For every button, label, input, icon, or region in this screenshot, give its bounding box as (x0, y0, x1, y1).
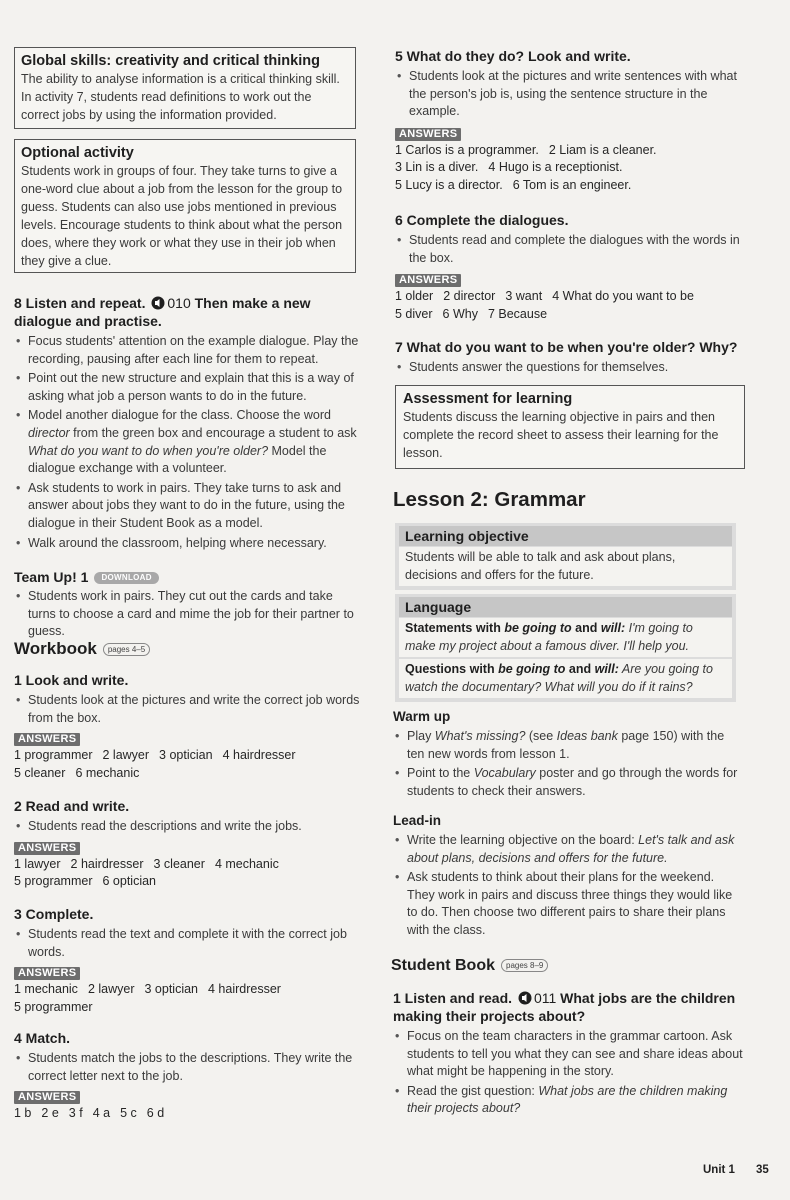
language-title: Language (399, 597, 732, 617)
list-item: • Walk around the classroom, helping where necessary. (14, 535, 364, 553)
pages-badge: pages 4–5 (103, 643, 150, 656)
wb-activity-6 (395, 211, 747, 323)
wb-activity-3 (14, 905, 364, 1016)
wb-activity-7 (395, 338, 747, 379)
list-item: • Point to the Vocabulary poster and go through the words for students to check their answers. (393, 765, 745, 800)
answers-badge: ANSWERS (14, 842, 80, 855)
answers-line: 5 diver 6 Why 7 Because (395, 306, 548, 321)
list-item: • Students look at the pictures and write sentences with what the person's job is, using the sentence structure in the example. (395, 68, 747, 121)
wb3-heading: 3 Complete. (14, 906, 94, 922)
list-item: • Point out the new structure and explain that this is a way of asking what job a person wants to do in the future. (14, 370, 364, 405)
wb-activity-1 (14, 671, 364, 782)
list-item: • Students work in pairs. They cut out the cards and take turns to choose a card and mime the job for their partner to guess. (14, 588, 364, 641)
warm-up-heading: Warm up (393, 709, 451, 724)
wb7-heading: 7 What do you want to be when you're older? Why? (395, 339, 738, 355)
answers-line: 1 Carlos is a programmer. 2 Liam is a cleaner. (395, 142, 657, 157)
sb-activity-1 (393, 989, 745, 1120)
workbook-heading: Workbook pages 4–5 (14, 639, 150, 659)
footer-unit: Unit 1 (703, 1164, 735, 1176)
list-item: • Students match the jobs to the descriptions. They write the correct letter next to the job. (14, 1050, 364, 1085)
lesson-title: Lesson 2: Grammar (393, 488, 586, 511)
optional-activity-text: Students work in groups of four. They take turns to give a one-word clue about a job from the lesson for the group to guess. Students can also use jobs mentioned in previous levels. Encourage students to think about what the person does, where they work or what they use in their job when they give a clue. (21, 164, 343, 268)
team-up (14, 568, 364, 643)
list-item: • Students look at the pictures and write the correct job words from the box. (14, 692, 364, 727)
assessment-box (395, 385, 745, 469)
answers-line: 1 mechanic 2 lawyer 3 optician 4 hairdresser (14, 982, 281, 997)
student-book-heading: Student Book pages 8–9 (391, 957, 548, 975)
optional-activity-title: Optional activity (21, 145, 134, 161)
answers-line: 5 programmer (14, 999, 93, 1014)
optional-activity-box (14, 139, 356, 273)
global-skills-text: The ability to analyse information is a critical thinking skill. In activity 7, students read definitions to work out the correct jobs by using the information provided. (21, 72, 340, 122)
audio-track-icon (518, 991, 532, 1005)
list-item: • Focus on the team characters in the grammar cartoon. Ask students to tell you what they can see and share ideas about what might be happening in the story. (393, 1028, 745, 1081)
sb1-heading: 1 Listen and read. 011 What jobs are the children making their projects about? (393, 990, 736, 1024)
answers-badge: ANSWERS (395, 274, 461, 287)
answers-line: 5 cleaner 6 mechanic (14, 765, 140, 780)
language-row: Questions with be going to and will: Are you going to watch the documentary? What will you do if it rains? (399, 659, 732, 698)
global-skills-title: Global skills: creativity and critical thinking (21, 53, 320, 69)
list-item: • Write the learning objective on the board: Let's talk and ask about plans, decisions and offers for the future. (393, 832, 745, 867)
answers-line: 1 programmer 2 lawyer 3 optician 4 hairdresser (14, 748, 296, 763)
answers-line: 5 programmer 6 optician (14, 874, 157, 889)
warm-up (393, 709, 745, 802)
list-item: • Focus students' attention on the example dialogue. Play the recording, pausing after each line for them to repeat. (14, 333, 364, 368)
wb-activity-4 (14, 1029, 364, 1123)
list-item: • Read the gist question: What jobs are the children making their projects about? (393, 1083, 745, 1118)
list-item: • Students answer the questions for themselves. (395, 359, 747, 377)
activity-8 (14, 294, 364, 554)
answers-badge: ANSWERS (395, 128, 461, 141)
answers-badge: ANSWERS (14, 967, 80, 980)
team-up-heading: Team Up! 1 DOWNLOAD (14, 568, 364, 586)
language-panel (395, 594, 736, 702)
download-badge[interactable]: DOWNLOAD (94, 572, 158, 584)
wb-activity-5 (395, 47, 747, 195)
answers-line: 3 Lin is a diver. 4 Hugo is a receptionist. (395, 160, 623, 175)
lead-in-heading: Lead-in (393, 813, 442, 828)
answers-line: 5 Lucy is a director. 6 Tom is an engineer. (395, 177, 632, 192)
wb6-heading: 6 Complete the dialogues. (395, 212, 569, 228)
assessment-title: Assessment for learning (403, 391, 573, 407)
answers-line: 1 b 2 e 3 f 4 a 5 c 6 d (14, 1106, 165, 1121)
list-item: • Students read and complete the dialogues with the words in the box. (395, 232, 747, 267)
list-item: • Students read the text and complete it with the correct job words. (14, 926, 364, 961)
pages-badge: pages 8–9 (501, 959, 548, 972)
activity-8-heading: 8 Listen and repeat. 010 Then make a new dialogue and practise. (14, 295, 311, 329)
answers-badge: ANSWERS (14, 733, 80, 746)
learning-objective-panel (395, 523, 736, 590)
wb1-heading: 1 Look and write. (14, 672, 129, 688)
wb-activity-2 (14, 797, 364, 891)
list-item: • Ask students to work in pairs. They take turns to ask and answer about jobs they want to do in the future, using the dialogue in their Student Book as a model. (14, 480, 364, 533)
global-skills-box (14, 47, 356, 129)
learning-objective-title: Learning objective (399, 526, 732, 546)
list-item: • Ask students to think about their plans for the weekend. They work in pairs and discuss three things they would like to do. Then choose two different pairs to share their plans with the class. (393, 869, 745, 939)
wb5-heading: 5 What do they do? Look and write. (395, 48, 631, 64)
list-item: • Students read the descriptions and write the jobs. (14, 818, 364, 836)
audio-track-icon (151, 296, 165, 310)
language-row: Statements with be going to and will: I'm going to make my project about a famous diver. I'll help you. (399, 618, 732, 657)
answers-line: 1 older 2 director 3 want 4 What do you want to be (395, 289, 694, 304)
assessment-text: Students discuss the learning objective in pairs and then complete the record sheet to assess their learning for the lesson. (403, 410, 719, 460)
wb4-heading: 4 Match. (14, 1030, 71, 1046)
list-item: • Play What's missing? (see Ideas bank page 150) with the ten new words from lesson 1. (393, 728, 745, 763)
lead-in (393, 813, 745, 942)
learning-objective-text: Students will be able to talk and ask about plans, decisions and offers for the future. (399, 547, 732, 586)
wb2-heading: 2 Read and write. (14, 798, 130, 814)
answers-badge: ANSWERS (14, 1091, 80, 1104)
answers-line: 1 lawyer 2 hairdresser 3 cleaner 4 mechanic (14, 856, 279, 871)
page-number: 35 (756, 1164, 769, 1176)
list-item: • Model another dialogue for the class. Choose the word director from the green box and encourage a student to ask What do you want to do when you're older? Model the dialogue exchange with a volunteer. (14, 407, 364, 477)
